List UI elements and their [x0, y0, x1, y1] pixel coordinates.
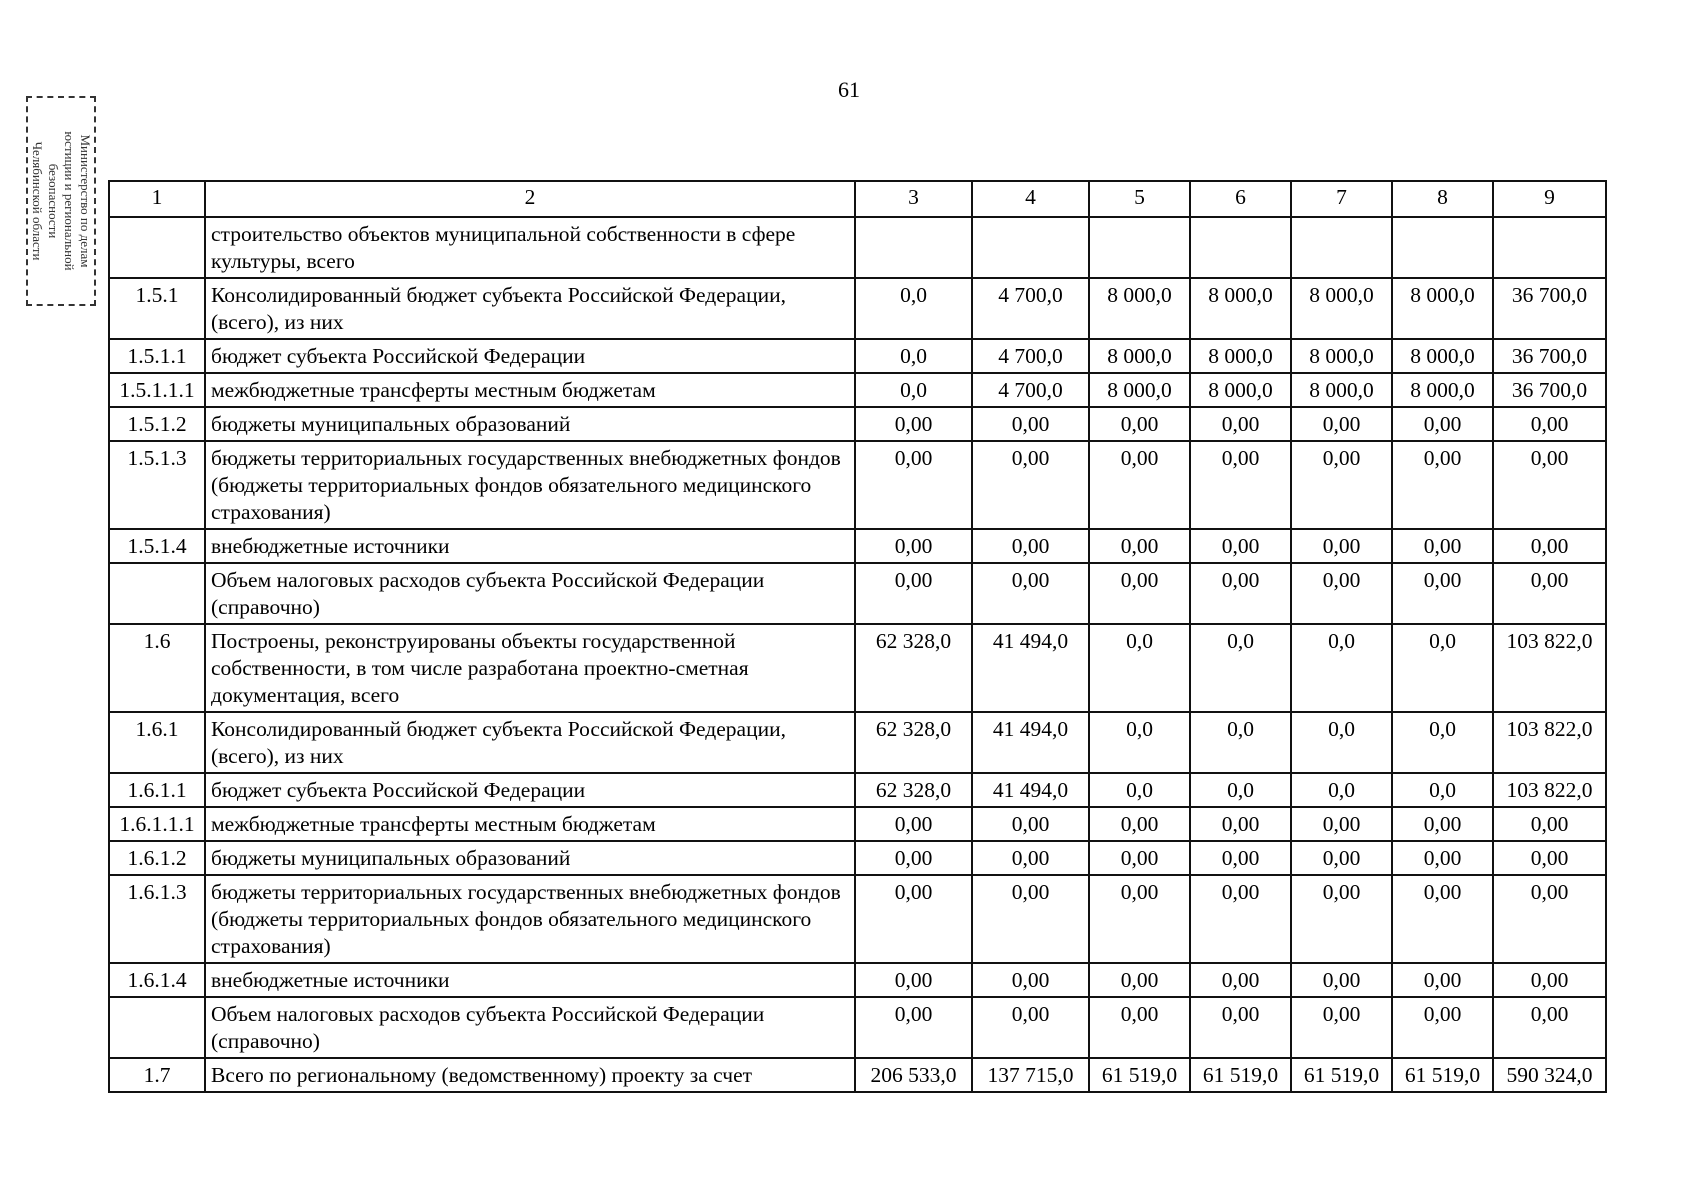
budget-table — [108, 180, 1607, 1093]
row-number-cell: 1.5.1 — [109, 278, 205, 339]
value-cell-col-8: 0,00 — [1392, 963, 1493, 997]
value-cell-col-5: 8 000,0 — [1089, 373, 1190, 407]
value-cell-col-9: 0,00 — [1493, 997, 1606, 1058]
row-description-cell: бюджеты муниципальных образований — [205, 841, 855, 875]
stamp-line: Челябинской области — [30, 141, 45, 261]
table-row — [109, 373, 1606, 407]
value-cell-col-3: 0,00 — [855, 407, 972, 441]
column-header: 3 — [855, 181, 972, 217]
row-number-cell: 1.6.1 — [109, 712, 205, 773]
table-row — [109, 441, 1606, 529]
column-header: 7 — [1291, 181, 1392, 217]
value-cell-col-3: 0,00 — [855, 807, 972, 841]
value-cell-col-7: 0,00 — [1291, 807, 1392, 841]
value-cell-col-3: 0,00 — [855, 997, 972, 1058]
row-description-cell: Всего по региональному (ведомственному) проекту за счет — [205, 1058, 855, 1092]
table-row — [109, 712, 1606, 773]
row-description-cell: бюджеты территориальных государственных внебюджетных фондов (бюджеты территориальных фондов обязательного медицинского страхования) — [205, 875, 855, 963]
row-number-cell: 1.5.1.4 — [109, 529, 205, 563]
column-header: 2 — [205, 181, 855, 217]
value-cell-col-7: 0,0 — [1291, 773, 1392, 807]
value-cell-col-6: 0,00 — [1190, 997, 1291, 1058]
value-cell-col-9: 103 822,0 — [1493, 712, 1606, 773]
value-cell-col-6: 8 000,0 — [1190, 278, 1291, 339]
value-cell-col-9: 36 700,0 — [1493, 373, 1606, 407]
value-cell-col-3: 0,00 — [855, 441, 972, 529]
table-row — [109, 963, 1606, 997]
row-number-cell: 1.5.1.3 — [109, 441, 205, 529]
value-cell-col-5: 8 000,0 — [1089, 339, 1190, 373]
value-cell-col-5: 0,00 — [1089, 407, 1190, 441]
page-number: 61 — [838, 77, 860, 102]
column-header: 4 — [972, 181, 1089, 217]
value-cell-col-4: 0,00 — [972, 997, 1089, 1058]
value-cell-col-5 — [1089, 217, 1190, 278]
row-number-cell: 1.6 — [109, 624, 205, 712]
column-header: 5 — [1089, 181, 1190, 217]
table-row — [109, 217, 1606, 278]
value-cell-col-6: 0,0 — [1190, 624, 1291, 712]
row-number-cell: 1.6.1.1 — [109, 773, 205, 807]
table-body — [109, 217, 1606, 1092]
row-number-cell: 1.6.1.2 — [109, 841, 205, 875]
value-cell-col-8: 0,00 — [1392, 529, 1493, 563]
value-cell-col-4: 41 494,0 — [972, 624, 1089, 712]
value-cell-col-9: 36 700,0 — [1493, 339, 1606, 373]
value-cell-col-4: 0,00 — [972, 875, 1089, 963]
value-cell-col-7: 0,0 — [1291, 624, 1392, 712]
row-number-cell: 1.6.1.1.1 — [109, 807, 205, 841]
value-cell-col-6: 0,0 — [1190, 773, 1291, 807]
value-cell-col-4: 0,00 — [972, 529, 1089, 563]
value-cell-col-3: 0,00 — [855, 529, 972, 563]
value-cell-col-4 — [972, 217, 1089, 278]
table-header-row — [109, 181, 1606, 217]
value-cell-col-8: 61 519,0 — [1392, 1058, 1493, 1092]
value-cell-col-6: 0,00 — [1190, 407, 1291, 441]
value-cell-col-8: 8 000,0 — [1392, 278, 1493, 339]
stamp-line: юстиции и региональной — [62, 131, 77, 271]
value-cell-col-3 — [855, 217, 972, 278]
value-cell-col-5: 61 519,0 — [1089, 1058, 1190, 1092]
value-cell-col-3: 0,00 — [855, 841, 972, 875]
value-cell-col-3: 0,0 — [855, 373, 972, 407]
value-cell-col-5: 0,0 — [1089, 773, 1190, 807]
table-row — [109, 875, 1606, 963]
value-cell-col-6: 0,0 — [1190, 712, 1291, 773]
value-cell-col-9: 0,00 — [1493, 441, 1606, 529]
row-number-cell — [109, 997, 205, 1058]
value-cell-col-3: 0,00 — [855, 563, 972, 624]
value-cell-col-3: 0,0 — [855, 339, 972, 373]
table-row — [109, 773, 1606, 807]
value-cell-col-8: 0,0 — [1392, 712, 1493, 773]
value-cell-col-8 — [1392, 217, 1493, 278]
value-cell-col-9: 103 822,0 — [1493, 773, 1606, 807]
value-cell-col-8: 0,00 — [1392, 807, 1493, 841]
row-number-cell: 1.6.1.4 — [109, 963, 205, 997]
table-row — [109, 278, 1606, 339]
value-cell-col-4: 0,00 — [972, 807, 1089, 841]
value-cell-col-3: 0,00 — [855, 963, 972, 997]
value-cell-col-4: 4 700,0 — [972, 339, 1089, 373]
value-cell-col-8: 0,00 — [1392, 997, 1493, 1058]
value-cell-col-7: 0,00 — [1291, 407, 1392, 441]
value-cell-col-8: 0,00 — [1392, 407, 1493, 441]
value-cell-col-9: 0,00 — [1493, 875, 1606, 963]
value-cell-col-4: 41 494,0 — [972, 712, 1089, 773]
value-cell-col-5: 0,00 — [1089, 563, 1190, 624]
value-cell-col-8: 8 000,0 — [1392, 339, 1493, 373]
value-cell-col-4: 4 700,0 — [972, 278, 1089, 339]
value-cell-col-5: 0,00 — [1089, 841, 1190, 875]
value-cell-col-7: 8 000,0 — [1291, 278, 1392, 339]
value-cell-col-9: 0,00 — [1493, 529, 1606, 563]
stamp-line: Министерство по делам — [78, 134, 93, 268]
value-cell-col-8: 0,0 — [1392, 624, 1493, 712]
row-description-cell: Построены, реконструированы объекты государственной собственности, в том числе разработана проектно-сметная документация, всего — [205, 624, 855, 712]
value-cell-col-6: 0,00 — [1190, 875, 1291, 963]
value-cell-col-6: 0,00 — [1190, 963, 1291, 997]
value-cell-col-5: 0,0 — [1089, 624, 1190, 712]
row-number-cell — [109, 217, 205, 278]
value-cell-col-3: 62 328,0 — [855, 773, 972, 807]
table-row — [109, 407, 1606, 441]
value-cell-col-5: 0,00 — [1089, 441, 1190, 529]
row-description-cell: бюджеты муниципальных образований — [205, 407, 855, 441]
value-cell-col-5: 0,00 — [1089, 997, 1190, 1058]
table-row — [109, 529, 1606, 563]
row-number-cell: 1.5.1.2 — [109, 407, 205, 441]
value-cell-col-7: 0,00 — [1291, 563, 1392, 624]
row-description-cell: Объем налоговых расходов субъекта Российской Федерации (справочно) — [205, 997, 855, 1058]
value-cell-col-5: 0,00 — [1089, 963, 1190, 997]
value-cell-col-9: 0,00 — [1493, 807, 1606, 841]
table-row — [109, 807, 1606, 841]
value-cell-col-5: 8 000,0 — [1089, 278, 1190, 339]
table-row — [109, 339, 1606, 373]
value-cell-col-9: 0,00 — [1493, 963, 1606, 997]
row-description-cell: бюджеты территориальных государственных внебюджетных фондов (бюджеты территориальных фондов обязательного медицинского страхования) — [205, 441, 855, 529]
value-cell-col-6 — [1190, 217, 1291, 278]
value-cell-col-6: 8 000,0 — [1190, 373, 1291, 407]
value-cell-col-7: 8 000,0 — [1291, 339, 1392, 373]
value-cell-col-3: 206 533,0 — [855, 1058, 972, 1092]
value-cell-col-8: 0,00 — [1392, 841, 1493, 875]
column-header: 8 — [1392, 181, 1493, 217]
value-cell-col-8: 0,0 — [1392, 773, 1493, 807]
value-cell-col-8: 0,00 — [1392, 441, 1493, 529]
row-description-cell: бюджет субъекта Российской Федерации — [205, 773, 855, 807]
row-number-cell: 1.5.1.1.1 — [109, 373, 205, 407]
row-description-cell: Консолидированный бюджет субъекта Российской Федерации, (всего), из них — [205, 278, 855, 339]
value-cell-col-4: 0,00 — [972, 407, 1089, 441]
row-description-cell: внебюджетные источники — [205, 529, 855, 563]
column-header: 1 — [109, 181, 205, 217]
value-cell-col-8: 0,00 — [1392, 875, 1493, 963]
table-row — [109, 997, 1606, 1058]
value-cell-col-3: 0,0 — [855, 278, 972, 339]
value-cell-col-9: 103 822,0 — [1493, 624, 1606, 712]
value-cell-col-4: 0,00 — [972, 963, 1089, 997]
row-number-cell: 1.6.1.3 — [109, 875, 205, 963]
stamp-line: безопасности — [46, 163, 61, 239]
value-cell-col-8: 0,00 — [1392, 563, 1493, 624]
row-description-cell: Объем налоговых расходов субъекта Российской Федерации (справочно) — [205, 563, 855, 624]
value-cell-col-8: 8 000,0 — [1392, 373, 1493, 407]
value-cell-col-5: 0,00 — [1089, 875, 1190, 963]
value-cell-col-9: 36 700,0 — [1493, 278, 1606, 339]
value-cell-col-4: 4 700,0 — [972, 373, 1089, 407]
value-cell-col-4: 0,00 — [972, 563, 1089, 624]
value-cell-col-7: 0,00 — [1291, 997, 1392, 1058]
value-cell-col-3: 62 328,0 — [855, 712, 972, 773]
value-cell-col-9: 590 324,0 — [1493, 1058, 1606, 1092]
value-cell-col-9: 0,00 — [1493, 407, 1606, 441]
value-cell-col-4: 0,00 — [972, 441, 1089, 529]
value-cell-col-7: 8 000,0 — [1291, 373, 1392, 407]
value-cell-col-6: 0,00 — [1190, 563, 1291, 624]
value-cell-col-7: 0,00 — [1291, 529, 1392, 563]
row-number-cell: 1.7 — [109, 1058, 205, 1092]
table-row — [109, 563, 1606, 624]
row-description-cell: межбюджетные трансферты местным бюджетам — [205, 373, 855, 407]
value-cell-col-6: 0,00 — [1190, 529, 1291, 563]
row-description-cell: межбюджетные трансферты местным бюджетам — [205, 807, 855, 841]
value-cell-col-5: 0,00 — [1089, 529, 1190, 563]
value-cell-col-4: 0,00 — [972, 841, 1089, 875]
row-description-cell: бюджет субъекта Российской Федерации — [205, 339, 855, 373]
row-number-cell: 1.5.1.1 — [109, 339, 205, 373]
table-row — [109, 841, 1606, 875]
value-cell-col-6: 0,00 — [1190, 441, 1291, 529]
value-cell-col-4: 41 494,0 — [972, 773, 1089, 807]
value-cell-col-9: 0,00 — [1493, 841, 1606, 875]
value-cell-col-6: 0,00 — [1190, 807, 1291, 841]
value-cell-col-6: 0,00 — [1190, 841, 1291, 875]
row-description-cell: Консолидированный бюджет субъекта Российской Федерации, (всего), из них — [205, 712, 855, 773]
value-cell-col-7: 0,00 — [1291, 441, 1392, 529]
value-cell-col-9 — [1493, 217, 1606, 278]
table-row — [109, 1058, 1606, 1092]
value-cell-col-6: 61 519,0 — [1190, 1058, 1291, 1092]
row-description-cell: внебюджетные источники — [205, 963, 855, 997]
column-header: 9 — [1493, 181, 1606, 217]
value-cell-col-7 — [1291, 217, 1392, 278]
value-cell-col-7: 0,00 — [1291, 963, 1392, 997]
registration-stamp — [26, 96, 96, 306]
value-cell-col-7: 61 519,0 — [1291, 1058, 1392, 1092]
value-cell-col-7: 0,00 — [1291, 841, 1392, 875]
value-cell-col-3: 62 328,0 — [855, 624, 972, 712]
value-cell-col-9: 0,00 — [1493, 563, 1606, 624]
value-cell-col-7: 0,00 — [1291, 875, 1392, 963]
row-number-cell — [109, 563, 205, 624]
value-cell-col-4: 137 715,0 — [972, 1058, 1089, 1092]
value-cell-col-5: 0,0 — [1089, 712, 1190, 773]
value-cell-col-6: 8 000,0 — [1190, 339, 1291, 373]
value-cell-col-5: 0,00 — [1089, 807, 1190, 841]
column-header: 6 — [1190, 181, 1291, 217]
table-row — [109, 624, 1606, 712]
stamp-text — [29, 101, 93, 301]
row-description-cell: строительство объектов муниципальной собственности в сфере культуры, всего — [205, 217, 855, 278]
value-cell-col-7: 0,0 — [1291, 712, 1392, 773]
value-cell-col-3: 0,00 — [855, 875, 972, 963]
